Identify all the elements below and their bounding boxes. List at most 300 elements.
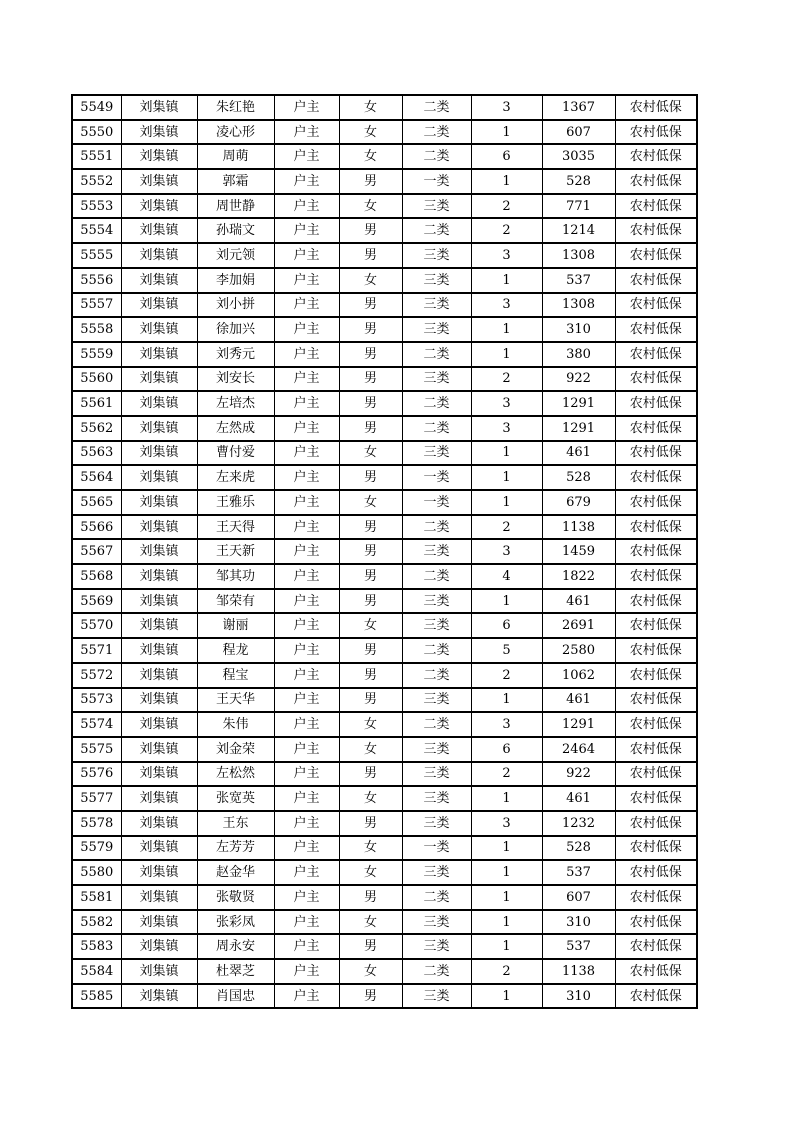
table-row [72, 416, 697, 441]
cell-gender: 女 [339, 959, 402, 984]
table-row [72, 959, 697, 984]
cell-gender: 男 [339, 515, 402, 540]
cell-relation: 户主 [274, 268, 339, 293]
cell-category: 三类 [402, 762, 471, 787]
cell-category: 二类 [402, 638, 471, 663]
cell-type: 农村低保 [615, 490, 697, 515]
table-row [72, 663, 697, 688]
cell-gender: 女 [339, 860, 402, 885]
cell-town: 刘集镇 [121, 169, 197, 194]
cell-category: 二类 [402, 416, 471, 441]
cell-amount: 771 [542, 194, 615, 219]
table-row [72, 786, 697, 811]
cell-category: 三类 [402, 910, 471, 935]
cell-gender: 女 [339, 490, 402, 515]
cell-name: 孙瑞文 [197, 218, 274, 243]
cell-count: 3 [471, 391, 542, 416]
cell-count: 1 [471, 860, 542, 885]
cell-category: 三类 [402, 589, 471, 614]
cell-count: 2 [471, 762, 542, 787]
cell-amount: 528 [542, 465, 615, 490]
table-row [72, 515, 697, 540]
cell-serial: 5551 [72, 144, 121, 169]
cell-type: 农村低保 [615, 441, 697, 466]
cell-name: 邹其功 [197, 564, 274, 589]
cell-type: 农村低保 [615, 613, 697, 638]
table-row [72, 95, 697, 120]
cell-gender: 女 [339, 786, 402, 811]
cell-category: 三类 [402, 194, 471, 219]
table-row [72, 293, 697, 318]
cell-serial: 5556 [72, 268, 121, 293]
cell-category: 三类 [402, 934, 471, 959]
cell-gender: 男 [339, 243, 402, 268]
cell-serial: 5569 [72, 589, 121, 614]
cell-amount: 1214 [542, 218, 615, 243]
cell-count: 1 [471, 589, 542, 614]
cell-type: 农村低保 [615, 712, 697, 737]
cell-relation: 户主 [274, 663, 339, 688]
cell-type: 农村低保 [615, 811, 697, 836]
cell-relation: 户主 [274, 95, 339, 120]
cell-name: 朱红艳 [197, 95, 274, 120]
cell-count: 1 [471, 465, 542, 490]
cell-gender: 女 [339, 737, 402, 762]
cell-amount: 1308 [542, 243, 615, 268]
cell-town: 刘集镇 [121, 317, 197, 342]
cell-town: 刘集镇 [121, 934, 197, 959]
cell-amount: 537 [542, 860, 615, 885]
cell-serial: 5580 [72, 860, 121, 885]
cell-count: 3 [471, 416, 542, 441]
cell-type: 农村低保 [615, 836, 697, 861]
cell-town: 刘集镇 [121, 910, 197, 935]
cell-name: 刘秀元 [197, 342, 274, 367]
cell-name: 刘安长 [197, 367, 274, 392]
cell-relation: 户主 [274, 984, 339, 1009]
table-row [72, 934, 697, 959]
cell-category: 二类 [402, 391, 471, 416]
cell-serial: 5550 [72, 120, 121, 145]
cell-category: 二类 [402, 144, 471, 169]
cell-gender: 男 [339, 688, 402, 713]
cell-category: 三类 [402, 539, 471, 564]
cell-count: 1 [471, 120, 542, 145]
cell-category: 一类 [402, 169, 471, 194]
table-row [72, 712, 697, 737]
cell-count: 3 [471, 293, 542, 318]
cell-count: 3 [471, 811, 542, 836]
table-row [72, 539, 697, 564]
cell-count: 1 [471, 786, 542, 811]
cell-count: 6 [471, 613, 542, 638]
cell-type: 农村低保 [615, 737, 697, 762]
cell-category: 三类 [402, 737, 471, 762]
cell-relation: 户主 [274, 836, 339, 861]
cell-count: 2 [471, 194, 542, 219]
cell-town: 刘集镇 [121, 688, 197, 713]
cell-amount: 461 [542, 688, 615, 713]
cell-town: 刘集镇 [121, 860, 197, 885]
cell-type: 农村低保 [615, 638, 697, 663]
cell-serial: 5555 [72, 243, 121, 268]
cell-type: 农村低保 [615, 934, 697, 959]
cell-relation: 户主 [274, 638, 339, 663]
cell-serial: 5552 [72, 169, 121, 194]
cell-count: 1 [471, 169, 542, 194]
cell-gender: 女 [339, 144, 402, 169]
cell-type: 农村低保 [615, 243, 697, 268]
cell-amount: 528 [542, 836, 615, 861]
cell-name: 曹付爱 [197, 441, 274, 466]
cell-serial: 5570 [72, 613, 121, 638]
cell-type: 农村低保 [615, 120, 697, 145]
cell-type: 农村低保 [615, 95, 697, 120]
cell-type: 农村低保 [615, 539, 697, 564]
cell-type: 农村低保 [615, 391, 697, 416]
cell-serial: 5582 [72, 910, 121, 935]
cell-relation: 户主 [274, 465, 339, 490]
cell-serial: 5557 [72, 293, 121, 318]
cell-town: 刘集镇 [121, 218, 197, 243]
cell-amount: 679 [542, 490, 615, 515]
cell-category: 三类 [402, 367, 471, 392]
cell-count: 1 [471, 268, 542, 293]
cell-category: 三类 [402, 811, 471, 836]
cell-relation: 户主 [274, 786, 339, 811]
cell-name: 张敬贤 [197, 885, 274, 910]
cell-serial: 5554 [72, 218, 121, 243]
cell-amount: 1822 [542, 564, 615, 589]
cell-type: 农村低保 [615, 910, 697, 935]
cell-name: 王东 [197, 811, 274, 836]
cell-category: 二类 [402, 959, 471, 984]
cell-amount: 461 [542, 441, 615, 466]
cell-town: 刘集镇 [121, 120, 197, 145]
cell-amount: 528 [542, 169, 615, 194]
table-row [72, 811, 697, 836]
cell-relation: 户主 [274, 169, 339, 194]
cell-name: 凌心形 [197, 120, 274, 145]
cell-count: 1 [471, 984, 542, 1009]
cell-amount: 2580 [542, 638, 615, 663]
cell-serial: 5565 [72, 490, 121, 515]
cell-gender: 男 [339, 762, 402, 787]
cell-town: 刘集镇 [121, 984, 197, 1009]
cell-serial: 5564 [72, 465, 121, 490]
cell-type: 农村低保 [615, 169, 697, 194]
cell-category: 二类 [402, 515, 471, 540]
cell-category: 二类 [402, 342, 471, 367]
cell-category: 三类 [402, 613, 471, 638]
cell-name: 郭霜 [197, 169, 274, 194]
cell-category: 三类 [402, 860, 471, 885]
cell-category: 二类 [402, 712, 471, 737]
cell-type: 农村低保 [615, 218, 697, 243]
cell-relation: 户主 [274, 688, 339, 713]
cell-town: 刘集镇 [121, 515, 197, 540]
cell-gender: 男 [339, 811, 402, 836]
cell-amount: 310 [542, 984, 615, 1009]
cell-name: 周永安 [197, 934, 274, 959]
cell-relation: 户主 [274, 243, 339, 268]
cell-count: 5 [471, 638, 542, 663]
cell-serial: 5567 [72, 539, 121, 564]
cell-amount: 1308 [542, 293, 615, 318]
table-row [72, 218, 697, 243]
cell-gender: 男 [339, 416, 402, 441]
cell-town: 刘集镇 [121, 293, 197, 318]
cell-gender: 女 [339, 441, 402, 466]
cell-relation: 户主 [274, 860, 339, 885]
cell-serial: 5568 [72, 564, 121, 589]
cell-amount: 1291 [542, 712, 615, 737]
cell-relation: 户主 [274, 959, 339, 984]
cell-type: 农村低保 [615, 984, 697, 1009]
table-row [72, 860, 697, 885]
cell-count: 1 [471, 934, 542, 959]
cell-serial: 5563 [72, 441, 121, 466]
cell-category: 三类 [402, 293, 471, 318]
cell-town: 刘集镇 [121, 194, 197, 219]
cell-amount: 2691 [542, 613, 615, 638]
cell-name: 王雅乐 [197, 490, 274, 515]
table-row [72, 391, 697, 416]
cell-count: 3 [471, 539, 542, 564]
cell-gender: 男 [339, 218, 402, 243]
cell-relation: 户主 [274, 539, 339, 564]
cell-town: 刘集镇 [121, 786, 197, 811]
cell-serial: 5566 [72, 515, 121, 540]
cell-amount: 922 [542, 367, 615, 392]
cell-count: 2 [471, 663, 542, 688]
cell-name: 程龙 [197, 638, 274, 663]
cell-type: 农村低保 [615, 416, 697, 441]
cell-category: 二类 [402, 885, 471, 910]
cell-count: 1 [471, 441, 542, 466]
cell-town: 刘集镇 [121, 367, 197, 392]
cell-relation: 户主 [274, 737, 339, 762]
table-row [72, 638, 697, 663]
cell-type: 农村低保 [615, 367, 697, 392]
cell-gender: 男 [339, 169, 402, 194]
cell-town: 刘集镇 [121, 490, 197, 515]
cell-gender: 男 [339, 391, 402, 416]
cell-serial: 5576 [72, 762, 121, 787]
table-row [72, 465, 697, 490]
cell-town: 刘集镇 [121, 564, 197, 589]
cell-town: 刘集镇 [121, 836, 197, 861]
cell-town: 刘集镇 [121, 391, 197, 416]
cell-count: 3 [471, 95, 542, 120]
cell-relation: 户主 [274, 144, 339, 169]
cell-serial: 5549 [72, 95, 121, 120]
cell-serial: 5573 [72, 688, 121, 713]
cell-gender: 女 [339, 268, 402, 293]
cell-category: 二类 [402, 120, 471, 145]
cell-name: 程宝 [197, 663, 274, 688]
cell-serial: 5577 [72, 786, 121, 811]
cell-town: 刘集镇 [121, 144, 197, 169]
cell-count: 1 [471, 688, 542, 713]
cell-name: 刘小拼 [197, 293, 274, 318]
cell-town: 刘集镇 [121, 959, 197, 984]
cell-gender: 男 [339, 984, 402, 1009]
cell-relation: 户主 [274, 934, 339, 959]
cell-serial: 5579 [72, 836, 121, 861]
cell-name: 左然成 [197, 416, 274, 441]
cell-name: 李加娟 [197, 268, 274, 293]
cell-serial: 5575 [72, 737, 121, 762]
cell-name: 邹荣有 [197, 589, 274, 614]
cell-town: 刘集镇 [121, 663, 197, 688]
cell-gender: 男 [339, 342, 402, 367]
cell-count: 6 [471, 144, 542, 169]
cell-type: 农村低保 [615, 959, 697, 984]
cell-town: 刘集镇 [121, 613, 197, 638]
cell-count: 2 [471, 367, 542, 392]
table-row [72, 885, 697, 910]
cell-serial: 5578 [72, 811, 121, 836]
cell-town: 刘集镇 [121, 539, 197, 564]
cell-serial: 5583 [72, 934, 121, 959]
cell-gender: 女 [339, 712, 402, 737]
cell-name: 张宽英 [197, 786, 274, 811]
table-row [72, 910, 697, 935]
cell-name: 周萌 [197, 144, 274, 169]
cell-name: 赵金华 [197, 860, 274, 885]
cell-relation: 户主 [274, 910, 339, 935]
table-row [72, 836, 697, 861]
cell-town: 刘集镇 [121, 885, 197, 910]
cell-town: 刘集镇 [121, 416, 197, 441]
cell-relation: 户主 [274, 811, 339, 836]
cell-gender: 女 [339, 836, 402, 861]
cell-serial: 5559 [72, 342, 121, 367]
cell-type: 农村低保 [615, 317, 697, 342]
cell-name: 王天得 [197, 515, 274, 540]
cell-category: 三类 [402, 268, 471, 293]
cell-amount: 380 [542, 342, 615, 367]
cell-town: 刘集镇 [121, 342, 197, 367]
cell-count: 2 [471, 959, 542, 984]
cell-type: 农村低保 [615, 293, 697, 318]
cell-town: 刘集镇 [121, 465, 197, 490]
cell-count: 2 [471, 515, 542, 540]
cell-count: 1 [471, 342, 542, 367]
cell-gender: 男 [339, 589, 402, 614]
cell-gender: 男 [339, 367, 402, 392]
cell-category: 二类 [402, 218, 471, 243]
cell-name: 谢丽 [197, 613, 274, 638]
table-row [72, 762, 697, 787]
cell-name: 左来虎 [197, 465, 274, 490]
cell-type: 农村低保 [615, 515, 697, 540]
cell-amount: 1367 [542, 95, 615, 120]
cell-amount: 1291 [542, 391, 615, 416]
cell-relation: 户主 [274, 712, 339, 737]
cell-gender: 男 [339, 934, 402, 959]
cell-town: 刘集镇 [121, 243, 197, 268]
cell-amount: 461 [542, 589, 615, 614]
cell-town: 刘集镇 [121, 268, 197, 293]
cell-gender: 男 [339, 317, 402, 342]
cell-category: 一类 [402, 836, 471, 861]
cell-count: 4 [471, 564, 542, 589]
cell-type: 农村低保 [615, 589, 697, 614]
cell-type: 农村低保 [615, 762, 697, 787]
cell-amount: 1232 [542, 811, 615, 836]
cell-type: 农村低保 [615, 564, 697, 589]
cell-category: 三类 [402, 243, 471, 268]
cell-type: 农村低保 [615, 194, 697, 219]
cell-relation: 户主 [274, 589, 339, 614]
cell-count: 2 [471, 218, 542, 243]
table-row [72, 169, 697, 194]
cell-category: 一类 [402, 490, 471, 515]
cell-amount: 537 [542, 934, 615, 959]
table-row [72, 688, 697, 713]
cell-name: 徐加兴 [197, 317, 274, 342]
cell-relation: 户主 [274, 218, 339, 243]
cell-category: 三类 [402, 317, 471, 342]
cell-town: 刘集镇 [121, 638, 197, 663]
cell-name: 左芳芳 [197, 836, 274, 861]
cell-gender: 男 [339, 638, 402, 663]
cell-relation: 户主 [274, 441, 339, 466]
table-row [72, 243, 697, 268]
cell-serial: 5571 [72, 638, 121, 663]
cell-serial: 5562 [72, 416, 121, 441]
cell-gender: 女 [339, 194, 402, 219]
cell-name: 杜翠芝 [197, 959, 274, 984]
cell-amount: 537 [542, 268, 615, 293]
cell-gender: 女 [339, 613, 402, 638]
cell-amount: 922 [542, 762, 615, 787]
cell-gender: 男 [339, 539, 402, 564]
cell-relation: 户主 [274, 293, 339, 318]
cell-town: 刘集镇 [121, 95, 197, 120]
cell-gender: 男 [339, 293, 402, 318]
records-table-body [72, 95, 697, 1008]
cell-category: 三类 [402, 786, 471, 811]
table-row [72, 367, 697, 392]
cell-serial: 5553 [72, 194, 121, 219]
cell-relation: 户主 [274, 120, 339, 145]
cell-name: 张彩凤 [197, 910, 274, 935]
cell-count: 1 [471, 317, 542, 342]
table-row [72, 589, 697, 614]
table-row [72, 268, 697, 293]
cell-amount: 1062 [542, 663, 615, 688]
cell-relation: 户主 [274, 515, 339, 540]
cell-amount: 1459 [542, 539, 615, 564]
cell-gender: 男 [339, 564, 402, 589]
cell-name: 周世静 [197, 194, 274, 219]
cell-amount: 2464 [542, 737, 615, 762]
cell-relation: 户主 [274, 613, 339, 638]
cell-name: 王天华 [197, 688, 274, 713]
cell-relation: 户主 [274, 342, 339, 367]
table-row [72, 317, 697, 342]
table-row [72, 564, 697, 589]
cell-amount: 1291 [542, 416, 615, 441]
table-row [72, 120, 697, 145]
table-row [72, 737, 697, 762]
cell-relation: 户主 [274, 391, 339, 416]
cell-category: 三类 [402, 688, 471, 713]
cell-town: 刘集镇 [121, 712, 197, 737]
